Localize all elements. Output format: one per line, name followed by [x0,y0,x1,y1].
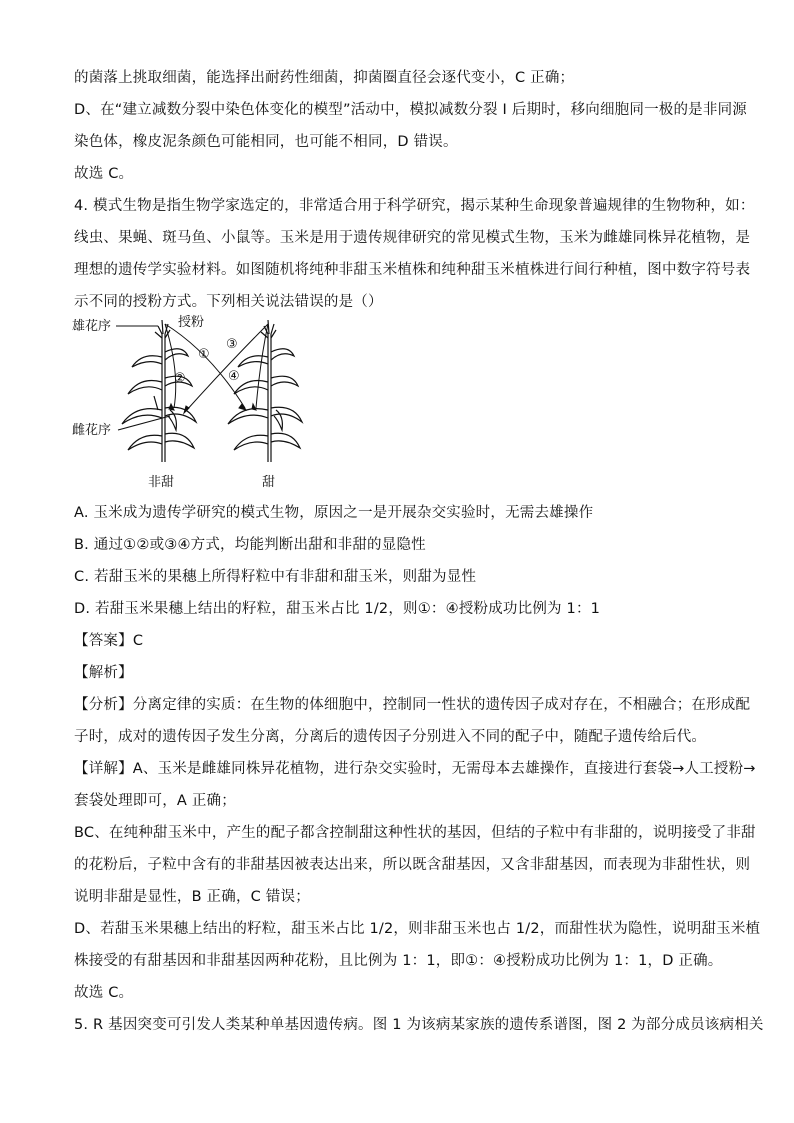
question-4-stem: 4. 模式生物是指生物学家选定的，非常适合用于科学研究，揭示某种生命现象普遍规律的生物物种，如： [74,198,755,214]
text-line: 染色体，橡皮泥条颜色可能相同，也可能不相同，D 错误。 [74,134,458,150]
text-line: 故选 C。 [74,166,134,182]
analysis-line: BC、在纯种甜玉米中，产生的配子都含控制甜这种性状的基因，但结的子粒中有非甜的，说明接受了非甜 [74,825,756,841]
pollination-mark-2: ② [174,371,186,386]
pollination-mark-3: ③ [226,337,238,352]
analysis-tag: 【解析】 [74,665,133,681]
text-line: 线虫、果蝇、斑马鱼、小鼠等。玉米是用于遗传规律研究的常见模式生物，玉米为雌雄同株异花植物，是 [74,230,751,246]
female-inflorescence-label: 雌花序 [72,423,112,438]
left-plant-label: 非甜 [148,475,175,490]
analysis-line: 说明非甜是显性，B 正确，C 错误； [74,889,310,905]
analysis-line: 子时，成对的遗传因子发生分离，分离后的遗传因子分别进入不同的配子中，随配子遗传给后代。 [74,729,707,745]
left-corn-plant [122,320,196,462]
answer-tag: 【答案】 [74,633,133,649]
pollination-label: 授粉 [178,315,205,330]
option-b: B. 通过①②或③④方式，均能判断出甜和非甜的显隐性 [74,537,426,553]
option-c: C. 若甜玉米的果穗上所得籽粒中有非甜和甜玉米，则甜为显性 [74,569,477,585]
analysis-line: 故选 C。 [74,985,134,1001]
analysis-line: 【分析】分离定律的实质：在生物的体细胞中，控制同一性状的遗传因子成对存在，不相融合；在形成配 [74,697,751,713]
analysis-line: 套袋处理即可，A 正确； [74,793,236,809]
right-plant-label: 甜 [262,475,276,490]
male-inflorescence-label: 雄花序 [72,319,112,334]
analysis-line: 的花粉后，子粒中含有的非甜基因被表达出来，所以既含甜基因，又含非甜基因，而表现为非甜性状，则 [74,857,751,873]
analysis-line: 株接受的有甜基因和非甜基因两种花粉，且比例为 1：1，即①：④授粉成功比例为 1：1，D 正确。 [74,953,723,969]
pollination-mark-1: ① [198,347,210,362]
pollination-arrows [165,324,268,413]
option-d: D. 若甜玉米果穗上结出的籽粒，甜玉米占比 1/2，则①：④授粉成功比例为 1：1 [74,601,601,617]
question-5-stem: 5. R 基因突变可引发人类某种单基因遗传病。图 1 为该病某家族的遗传系谱图，图 2 为部分成员该病相关 [74,1017,764,1033]
text-line: 的菌落上挑取细菌，能选择出耐药性细菌，抑菌圈直径会逐代变小，C 正确； [74,70,575,86]
text-line: 理想的遗传学实验材料。如图随机将纯种非甜玉米植株和纯种甜玉米植株进行间行种植，图中数字符号表 [74,262,751,278]
text-line: D、在“建立减数分裂中染色体变化的模型”活动中，模拟减数分裂 I 后期时，移向细胞同一极的是非同源 [74,102,747,118]
text-line: 示不同的授粉方式。下列相关说法错误的是（） [74,294,383,310]
analysis-line: 【详解】A、玉米是雌雄同株异花植物，进行杂交实验时，无需母本去雄操作，直接进行套袋→人工授粉→ [74,761,756,777]
pollination-mark-4: ④ [228,369,240,384]
answer-line [74,631,744,651]
analysis-line: D、若甜玉米果穗上结出的籽粒，甜玉米占比 1/2，则非甜玉米也占 1/2，而甜性状为隐性，说明甜玉米植 [74,921,761,937]
option-a: A. 玉米成为遗传学研究的模式生物，原因之一是开展杂交实验时，无需去雄操作 [74,505,594,521]
answer-value: C [132,633,144,649]
corn-pollination-figure [70,312,310,492]
